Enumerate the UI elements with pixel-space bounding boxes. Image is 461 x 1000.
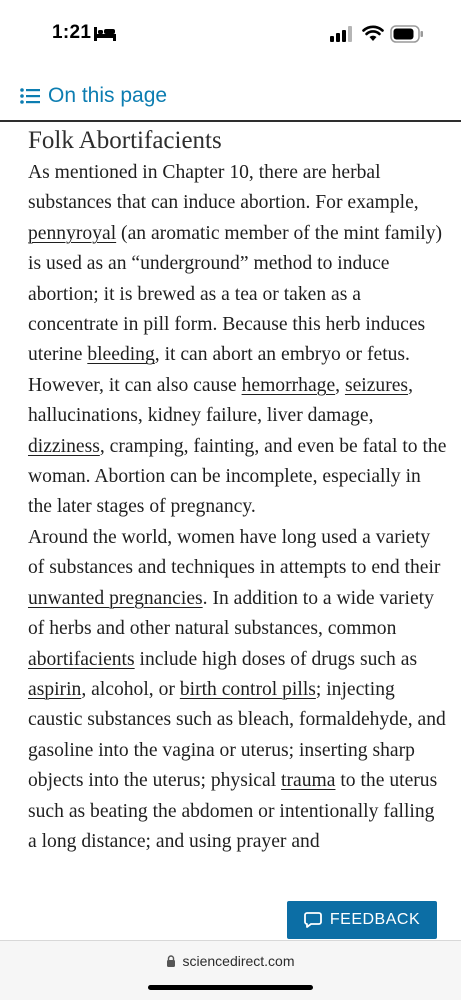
on-this-page-label: On this page xyxy=(48,84,168,107)
status-time: 1:21 xyxy=(52,22,92,43)
inline-link[interactable]: unwanted pregnancies xyxy=(28,587,203,609)
chat-bubble-icon xyxy=(304,912,322,928)
feedback-label: FEEDBACK xyxy=(329,911,421,928)
paragraph-text: , it can abort an embryo or fetus. However, it can also cause xyxy=(28,344,410,396)
cellular-signal-icon xyxy=(330,26,354,42)
paragraph-text: to the uterus such as beating the abdomen or intentionally falling a long distance; and using prayer and xyxy=(28,770,438,852)
inline-link[interactable]: dizziness xyxy=(28,435,100,457)
paragraph-text: ; injecting caustic substances such as bleach, formaldehyde, and gasoline into the vagina or uterus; inserting sharp objects into the uterus; physical xyxy=(28,678,446,792)
inline-link[interactable]: birth control pills xyxy=(179,678,316,700)
inline-link[interactable]: pennyroyal xyxy=(28,222,117,244)
paragraph xyxy=(28,158,448,523)
status-bar xyxy=(0,0,461,62)
bed-icon xyxy=(94,27,116,41)
on-this-page-button[interactable] xyxy=(20,82,167,110)
list-icon xyxy=(20,87,40,105)
article-body xyxy=(28,124,448,942)
inline-link[interactable]: trauma xyxy=(281,770,336,792)
paragraph-text: , alcohol, or xyxy=(81,678,180,700)
lock-icon xyxy=(166,955,176,967)
address-bar[interactable] xyxy=(0,953,461,969)
paragraph-text: Around the world, women have long used a variety of substances and techniques in attempts to end their xyxy=(28,526,441,579)
home-indicator[interactable] xyxy=(148,985,313,990)
paragraph-text: , hallucinations, kidney failure, liver damage, xyxy=(28,374,413,427)
browser-bottom-bar xyxy=(0,940,461,1000)
paragraph-text: , cramping, fainting, and even be fatal to the woman. Abortion can be incomplete, especially in the later stages of pregnancy. xyxy=(28,435,447,518)
inline-link[interactable]: bleeding xyxy=(87,344,155,366)
header-divider xyxy=(0,120,461,122)
paragraph-text: , xyxy=(335,374,345,396)
inline-link[interactable]: hemorrhage xyxy=(241,374,336,396)
feedback-button[interactable] xyxy=(287,901,437,939)
paragraph xyxy=(28,523,448,857)
inline-link[interactable]: seizures xyxy=(344,374,409,396)
paragraph-text: . In addition to a wide variety of herbs and other natural substances, common xyxy=(28,587,434,640)
paragraph-text: As mentioned in Chapter 10, there are herbal substances that can induce abortion. For example, xyxy=(28,162,419,214)
wifi-icon xyxy=(362,24,384,42)
url-text: sciencedirect.com xyxy=(182,953,295,969)
battery-icon xyxy=(390,25,424,43)
paragraph-text: (an aromatic member of the mint family) is used as an “underground” method to induce abortion; it is brewed as a tea or taken as a concentrate in pill form. Because this herb induces uterine xyxy=(28,222,443,366)
paragraph-text: include high doses of drugs such as xyxy=(134,648,418,670)
inline-link[interactable]: abortifacients xyxy=(28,648,135,670)
section-title: Folk Abortifacients xyxy=(28,127,222,154)
inline-link[interactable]: aspirin xyxy=(28,678,82,700)
